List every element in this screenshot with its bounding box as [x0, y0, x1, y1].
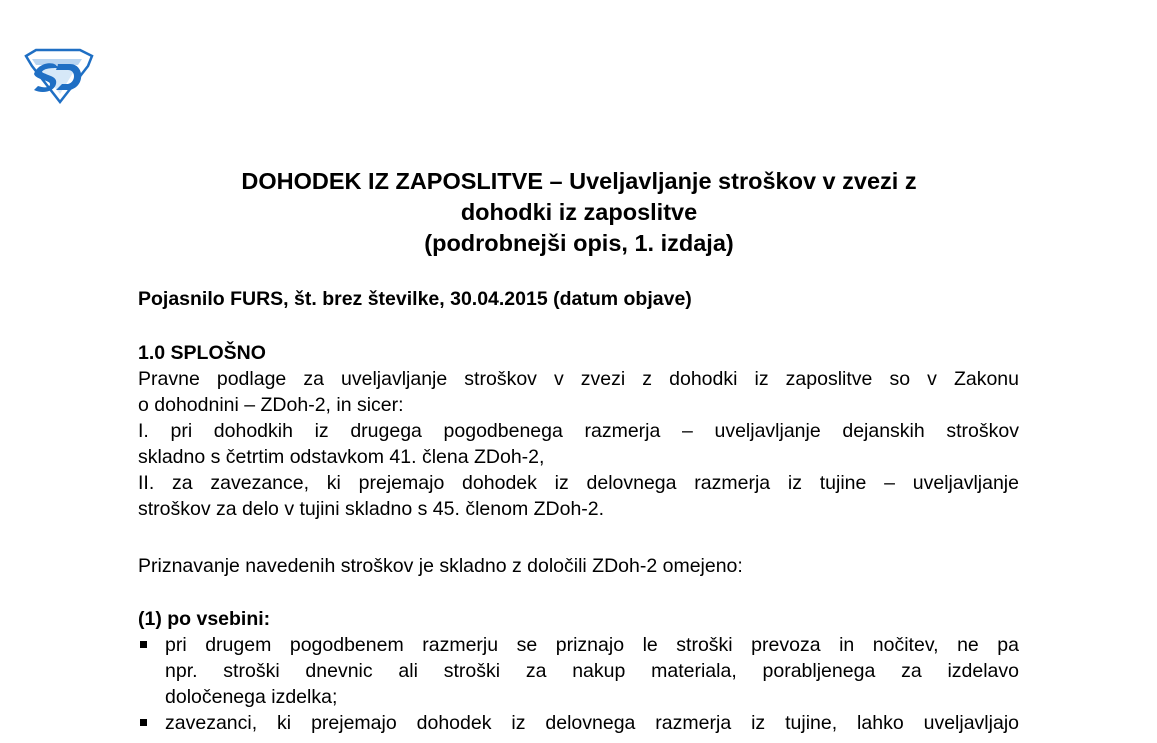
title-line-1: DOHODEK IZ ZAPOSLITVE – Uveljavljanje stroškov v zvezi z [241, 168, 917, 194]
bullet-list [138, 632, 1019, 736]
restriction-intro [138, 553, 1019, 579]
sd-shield-logo-icon [22, 46, 96, 104]
list-item-line: določenega izdelka; [165, 686, 338, 708]
title-line-3: (podrobnejši opis, 1. izdaja) [424, 230, 734, 256]
list-item-line: npr. stroški dnevnic ali stroški za nakup materiala, porabljenega za izdelavo [165, 660, 1019, 682]
section-body [138, 366, 1019, 522]
subsection-heading: (1) po vsebini: [138, 608, 271, 630]
list-item-line: zavezanci, ki prejemajo dohodek iz delovnega razmerja iz tujine, lahko uveljavljajo [165, 712, 1019, 734]
paragraph-line: o dohodnini – ZDoh-2, in sicer: [138, 394, 404, 416]
paragraph-line: stroškov za delo v tujini skladno s 45. členom ZDoh-2. [138, 498, 605, 520]
list-item [138, 632, 1019, 710]
paragraph-line: I. pri dohodkih iz drugega pogodbenega razmerja – uveljavljanje dejanskih stroškov [138, 420, 1019, 442]
document-meta: Pojasnilo FURS, št. brez številke, 30.04.2015 (datum objave) [138, 288, 692, 310]
list-item-line: pri drugem pogodbenem razmerju se priznajo le stroški prevoza in nočitev, ne pa [165, 634, 1019, 656]
square-bullet-icon [140, 641, 147, 648]
list-item [138, 710, 1019, 736]
square-bullet-icon [140, 719, 147, 726]
title-line-2: dohodki iz zaposlitve [460, 199, 698, 225]
paragraph-line: Pravne podlage za uveljavljanje stroškov v zvezi z dohodki iz zaposlitve so v Zakonu [138, 368, 1019, 390]
document-title [138, 166, 1020, 259]
paragraph-line: II. za zavezance, ki prejemajo dohodek iz delovnega razmerja iz tujine – uveljavljanje [138, 472, 1019, 494]
section-heading: 1.0 SPLOŠNO [138, 342, 266, 364]
paragraph-line: skladno s četrtim odstavkom 41. člena ZDoh-2, [138, 446, 545, 468]
restriction-intro-text: Priznavanje navedenih stroškov je skladno z določili ZDoh-2 omejeno: [138, 555, 743, 577]
